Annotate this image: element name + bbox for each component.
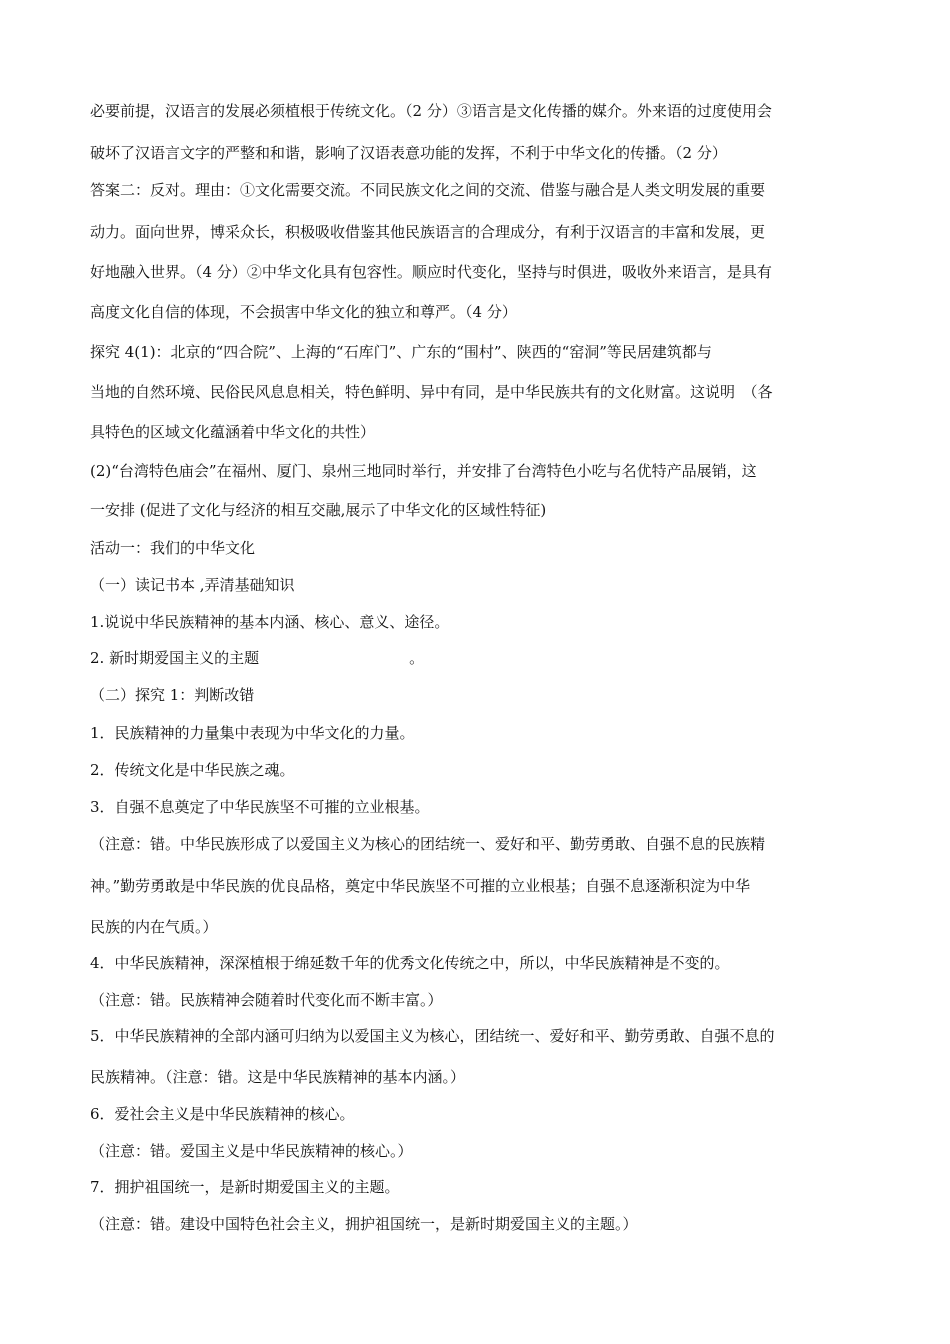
list-item: 5．中华民族精神的全部内涵可归纳为以爱国主义为核心，团结统一、爱好和平、勤劳勇敢、自强不息的	[90, 1027, 775, 1045]
note-line: （注意：错。民族精神会随着时代变化而不断丰富。）	[90, 991, 443, 1009]
list-item: 2．传统文化是中华民族之魂。	[90, 761, 295, 779]
text-line: 探究 4(1)：北京的“四合院”、上海的“石库门”、广东的“围村”、陕西的“窑洞”等民居建筑都与	[90, 343, 712, 361]
text-line: 必要前提，汉语言的发展必须植根于传统文化。（2 分）③语言是文化传播的媒介。外来语的过度使用会	[90, 102, 772, 120]
text-line: (2)“台湾特色庙会”在福州、厦门、泉州三地同时举行，并安排了台湾特色小吃与名优特产品展销，这	[90, 462, 757, 480]
fill-blank-question	[90, 648, 865, 668]
section-title: 活动一：我们的中华文化	[90, 539, 256, 557]
list-item: 1．民族精神的力量集中表现为中华文化的力量。	[90, 724, 415, 742]
note-line: （注意：错。中华民族形成了以爱国主义为核心的团结统一、爱好和平、勤劳勇敢、自强不息的民族精	[90, 835, 766, 853]
text-line: 好地融入世界。（4 分）②中华文化具有包容性。顺应时代变化，坚持与时俱进，吸收外来语言，是具有	[90, 263, 772, 281]
blank-tail: 。	[409, 649, 425, 667]
list-item: 4．中华民族精神，深深植根于绵延数千年的优秀文化传统之中，所以，中华民族精神是不变的。	[90, 954, 730, 972]
text-line: 动力。面向世界，博采众长，积极吸收借鉴其他民族语言的合理成分，有利于汉语言的丰富和发展，更	[90, 223, 766, 241]
text-line: 一安排 (促进了文化与经济的相互交融,展示了中华文化的区域性特征)	[90, 501, 547, 519]
note-line: 民族精神。（注意：错。这是中华民族精神的基本内涵。）	[90, 1068, 466, 1086]
question-line: 1.说说中华民族精神的基本内涵、核心、意义、途径。	[90, 613, 450, 631]
text-line: 具特色的区域文化蕴涵着中华文化的共性）	[90, 423, 376, 441]
list-item: 6．爱社会主义是中华民族精神的核心。	[90, 1105, 355, 1123]
note-line: （注意：错。建设中国特色社会主义，拥护祖国统一，是新时期爱国主义的主题。）	[90, 1215, 638, 1233]
text-line: 当地的自然环境、民俗民风息息相关，特色鲜明、异中有同，是中华民族共有的文化财富。这说明 （各	[90, 383, 773, 401]
text-line: 破坏了汉语言文字的严整和和谐，影响了汉语表意功能的发挥，不利于中华文化的传播。（2 分）	[90, 144, 727, 162]
list-item: 7．拥护祖国统一，是新时期爱国主义的主题。	[90, 1178, 400, 1196]
note-line: （注意：错。爱国主义是中华民族精神的核心。）	[90, 1142, 413, 1160]
subsection-title: （二）探究 1：判断改错	[90, 686, 255, 704]
text-line: 答案二：反对。理由：①文化需要交流。不同民族文化之间的交流、借鉴与融合是人类文明发展的重要	[90, 181, 766, 199]
note-line: 民族的内在气质。）	[90, 918, 218, 936]
note-line: 神。”勤劳勇敢是中华民族的优良品格，奠定中华民族坚不可摧的立业根基；自强不息逐渐积淀为中华	[90, 877, 751, 895]
text-line: 高度文化自信的体现，不会损害中华文化的独立和尊严。（4 分）	[90, 303, 517, 321]
list-item: 3．自强不息奠定了中华民族坚不可摧的立业根基。	[90, 798, 430, 816]
question-text: 2. 新时期爱国主义的主题	[90, 649, 260, 667]
subsection-title: （一）读记书本 ,弄清基础知识	[90, 576, 295, 594]
